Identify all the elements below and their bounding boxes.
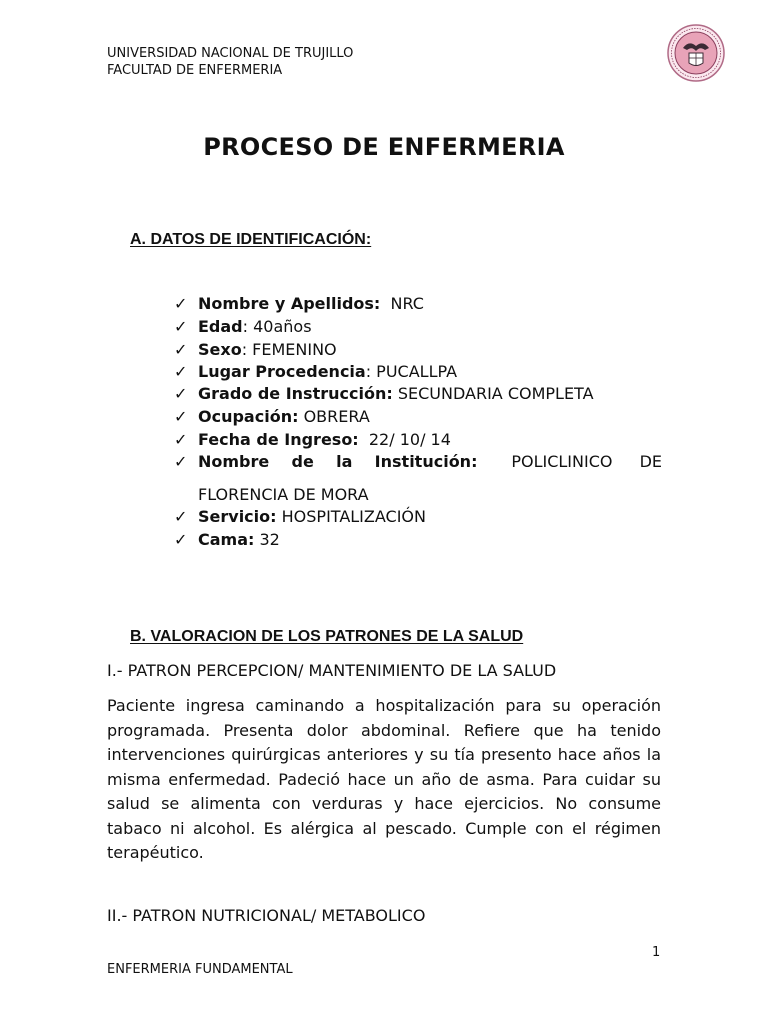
item-label: Nombre y Apellidos: xyxy=(198,294,381,313)
list-item xyxy=(174,317,312,337)
item-value: NRC xyxy=(390,294,424,313)
page-number: 1 xyxy=(652,945,661,960)
list-item xyxy=(174,407,370,427)
list-item xyxy=(174,340,337,360)
item-value: : FEMENINO xyxy=(241,340,337,359)
item-label: Ocupación: xyxy=(198,407,299,426)
checkmark-icon: ✓ xyxy=(174,430,188,449)
checkmark-icon: ✓ xyxy=(174,384,188,403)
list-item xyxy=(174,452,662,472)
item-label: Sexo xyxy=(198,340,242,359)
checkmark-icon: ✓ xyxy=(174,452,188,471)
item-value: HOSPITALIZACIÓN xyxy=(281,507,426,526)
list-item xyxy=(174,430,451,450)
item-value: : PUCALLPA xyxy=(365,362,458,381)
pattern-1-heading: I.- PATRON PERCEPCION/ MANTENIMIENTO DE LA SALUD xyxy=(107,661,557,680)
item-value-continuation: FLORENCIA DE MORA xyxy=(198,485,369,504)
item-value: 22/ 10/ 14 xyxy=(368,430,451,449)
pattern-1-paragraph: Paciente ingresa caminando a hospitalización para su operación programada. Presenta dolor abdominal. Refiere que ha tenido intervenciones quirúrgicas anteriores y su tía presento hace años la misma enfermedad. Padeció hace un año de asma. Para cuidar su salud se alimenta con verduras y hace ejercicios. No consume tabaco ni alcohol. Es alérgica al pescado. Cumple con el régimen terapéutico. xyxy=(107,696,661,862)
header-university: UNIVERSIDAD NACIONAL DE TRUJILLO xyxy=(107,46,354,61)
item-value: SECUNDARIA COMPLETA xyxy=(397,384,594,403)
checkmark-icon: ✓ xyxy=(174,294,188,313)
section-b-heading: B. VALORACION DE LOS PATRONES DE LA SALUD xyxy=(130,628,524,645)
section-a-heading: A. DATOS DE IDENTIFICACIÓN: xyxy=(130,231,372,248)
checkmark-icon: ✓ xyxy=(174,530,188,549)
item-label: Fecha de Ingreso: xyxy=(198,430,359,449)
item-label: Edad xyxy=(198,317,243,336)
footer-text: ENFERMERIA FUNDAMENTAL xyxy=(107,962,293,977)
list-item xyxy=(174,530,280,550)
item-label: Grado de Instrucción: xyxy=(198,384,393,403)
checkmark-icon: ✓ xyxy=(174,507,188,526)
item-label: Lugar Procedencia xyxy=(198,362,366,381)
list-item xyxy=(174,362,457,382)
checkmark-icon: ✓ xyxy=(174,362,188,381)
item-label: Cama: xyxy=(198,530,255,549)
checkmark-icon: ✓ xyxy=(174,407,188,426)
header-faculty: FACULTAD DE ENFERMERIA xyxy=(107,63,283,78)
document-title: PROCESO DE ENFERMERIA xyxy=(203,133,565,161)
checkmark-icon: ✓ xyxy=(174,317,188,336)
item-value: 32 xyxy=(259,530,280,549)
university-seal-icon xyxy=(667,24,725,82)
item-label: Servicio: xyxy=(198,507,277,526)
item-value: OBRERA xyxy=(303,407,370,426)
item-value: : 40años xyxy=(242,317,312,336)
item-label: Nombre de la Institución: xyxy=(198,452,478,471)
checkmark-icon: ✓ xyxy=(174,340,188,359)
pattern-2-heading: II.- PATRON NUTRICIONAL/ METABOLICO xyxy=(107,906,426,925)
list-item xyxy=(174,294,424,314)
list-item xyxy=(174,384,594,404)
list-item xyxy=(174,507,426,527)
item-value: POLICLINICO DE xyxy=(511,452,662,471)
